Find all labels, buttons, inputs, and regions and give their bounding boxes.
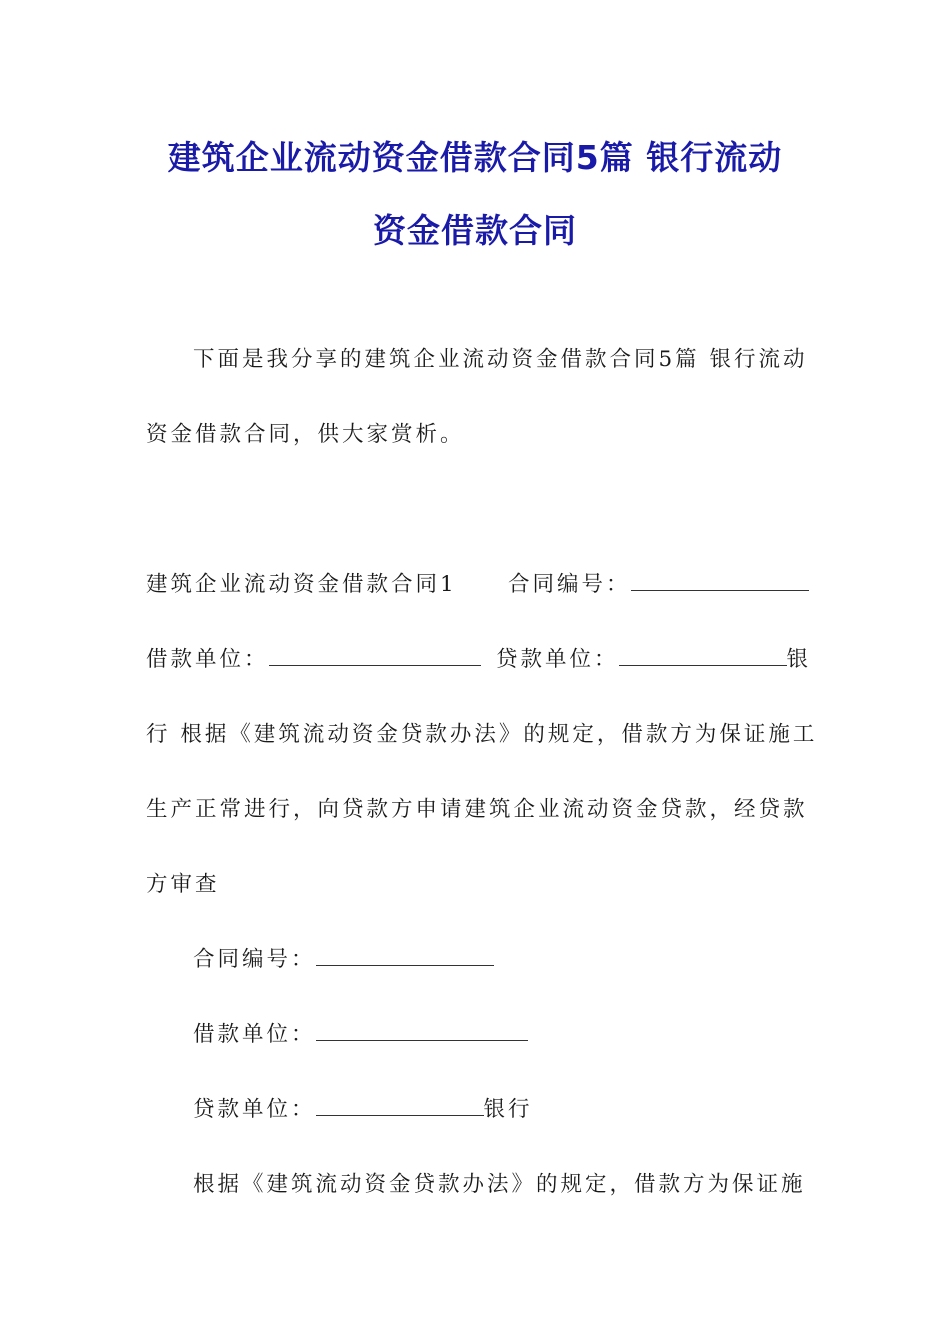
borrower-blank <box>269 645 481 666</box>
lender-blank <box>619 645 787 666</box>
field-borrower <box>193 1020 528 1050</box>
contract-heading: 建筑企业流动资金借款合同1 <box>146 572 457 597</box>
contract-heading-row <box>146 570 457 600</box>
document-title-line-2: 资金借款合同 <box>373 211 577 250</box>
borrower-label: 借款单位： <box>146 647 269 672</box>
field-borrower-blank <box>316 1020 528 1041</box>
field-borrower-label: 借款单位： <box>193 1022 316 1047</box>
field-contract-number-label: 合同编号： <box>193 947 316 972</box>
body-line-3: 方审查 <box>146 872 220 897</box>
intro-line-1: 下面是我分享的建筑企业流动资金借款合同5篇 银行流动 <box>193 347 808 372</box>
body-line-2: 生产正常进行，向贷款方申请建筑企业流动资金贷款，经贷款 <box>146 797 808 822</box>
field-lender-blank <box>316 1095 484 1116</box>
contract-number-label: 合同编号： <box>508 572 631 597</box>
lender-row <box>496 645 811 675</box>
field-lender <box>193 1095 533 1125</box>
field-contract-number-blank <box>316 945 494 966</box>
body-line-1: 行 根据《建筑流动资金贷款办法》的规定，借款方为保证施工 <box>146 722 818 747</box>
intro-line-2: 资金借款合同，供大家赏析。 <box>146 422 465 447</box>
contract-number-blank <box>631 570 809 591</box>
contract-number-row <box>508 570 809 600</box>
bank-suffix: 银 <box>786 647 812 672</box>
field-lender-label: 贷款单位： <box>193 1097 316 1122</box>
borrower-row <box>146 645 481 675</box>
paragraph-line-1: 根据《建筑流动资金贷款办法》的规定，借款方为保证施 <box>193 1172 806 1197</box>
field-bank-suffix: 银行 <box>483 1097 533 1122</box>
field-contract-number <box>193 945 494 975</box>
document-title-line-1: 建筑企业流动资金借款合同5篇 银行流动 <box>167 138 783 177</box>
lender-label: 贷款单位： <box>496 647 619 672</box>
